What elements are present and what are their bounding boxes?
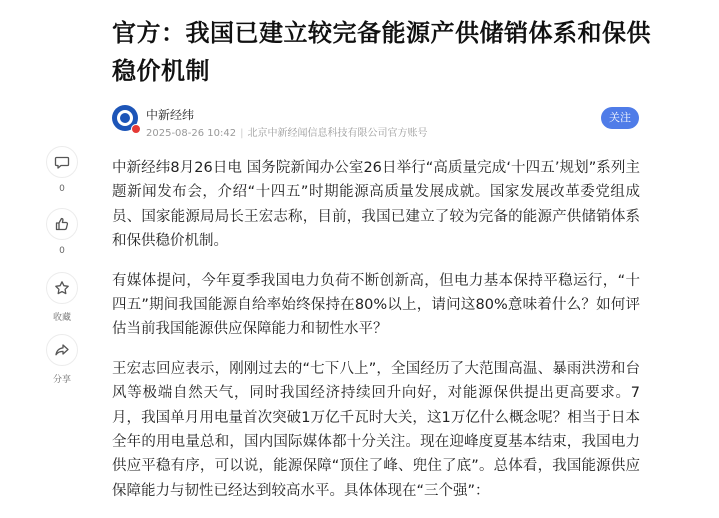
author-bar xyxy=(112,105,639,139)
like-count: 0 xyxy=(59,246,65,256)
article-title: 官方：我国已建立较完备能源产供储销体系和保供稳价机制 xyxy=(112,19,651,85)
meta-divider: | xyxy=(240,128,244,139)
publish-time: 2025-08-26 10:42 xyxy=(146,128,237,139)
share-label: 分享 xyxy=(52,375,71,385)
paragraph: 有媒体提问，今年夏季我国电力负荷不断创新高，但电力基本保持平稳运行，“十四五”期间我国能源自给率始终保持在80%以上，请问这80%意味着什么？如何评估当前我国能源供应保障能力和韧性水平？ xyxy=(112,272,640,338)
thumbs-up-icon xyxy=(54,216,70,232)
share-button[interactable] xyxy=(46,334,78,366)
paragraph: 王宏志回应表示，刚刚过去的“七下八上”，全国经历了大范围高温、暴雨洪涝和台风等极端自然天气，同时我国经济持续回升向好，对能源保供提出更高要求。7月，我国单月用电量首次突破1万亿千瓦时大关，这1万亿什么概念呢？相当于日本全年的用电量总和，国内国际媒体都十分关注。现在迎峰度夏基本结束，我国电力供应平稳有序，可以说，能源保障“顶住了峰、兜住了底”。总体看，我国能源供应保障能力与韧性已经达到较高水平。具体体现在“三个强”： xyxy=(112,360,640,499)
author-name[interactable]: 中新经纬 xyxy=(146,108,195,122)
logo-icon xyxy=(117,110,133,126)
share-icon xyxy=(54,342,70,358)
star-icon xyxy=(54,280,70,296)
comment-count: 0 xyxy=(59,184,65,194)
comment-button[interactable] xyxy=(46,146,78,178)
favorite-button[interactable] xyxy=(46,272,78,304)
author-meta xyxy=(146,124,428,139)
avatar[interactable] xyxy=(112,105,138,131)
paragraph: 中新经纬8月26日电 国务院新闻办公室26日举行“高质量完成‘十四五’规划”系列主题新闻发布会，介绍“十四五”时期能源高质量发展成就。国家发展改革委党组成员、国家能源局局长王宏志称，目前，我国已建立了较为完备的能源产供储销体系和保供稳价机制。 xyxy=(112,160,640,250)
like-button[interactable] xyxy=(46,208,78,240)
like-action[interactable] xyxy=(44,208,80,256)
verified-badge-icon xyxy=(131,124,141,134)
favorite-label: 收藏 xyxy=(52,313,71,323)
author-source: 北京中新经闻信息科技有限公司官方账号 xyxy=(247,128,428,139)
comment-action[interactable] xyxy=(44,146,80,194)
comment-icon xyxy=(54,154,70,170)
share-action[interactable] xyxy=(44,334,80,385)
follow-button[interactable]: 关注 xyxy=(601,107,639,129)
favorite-action[interactable] xyxy=(44,272,80,323)
article-body xyxy=(112,156,640,518)
